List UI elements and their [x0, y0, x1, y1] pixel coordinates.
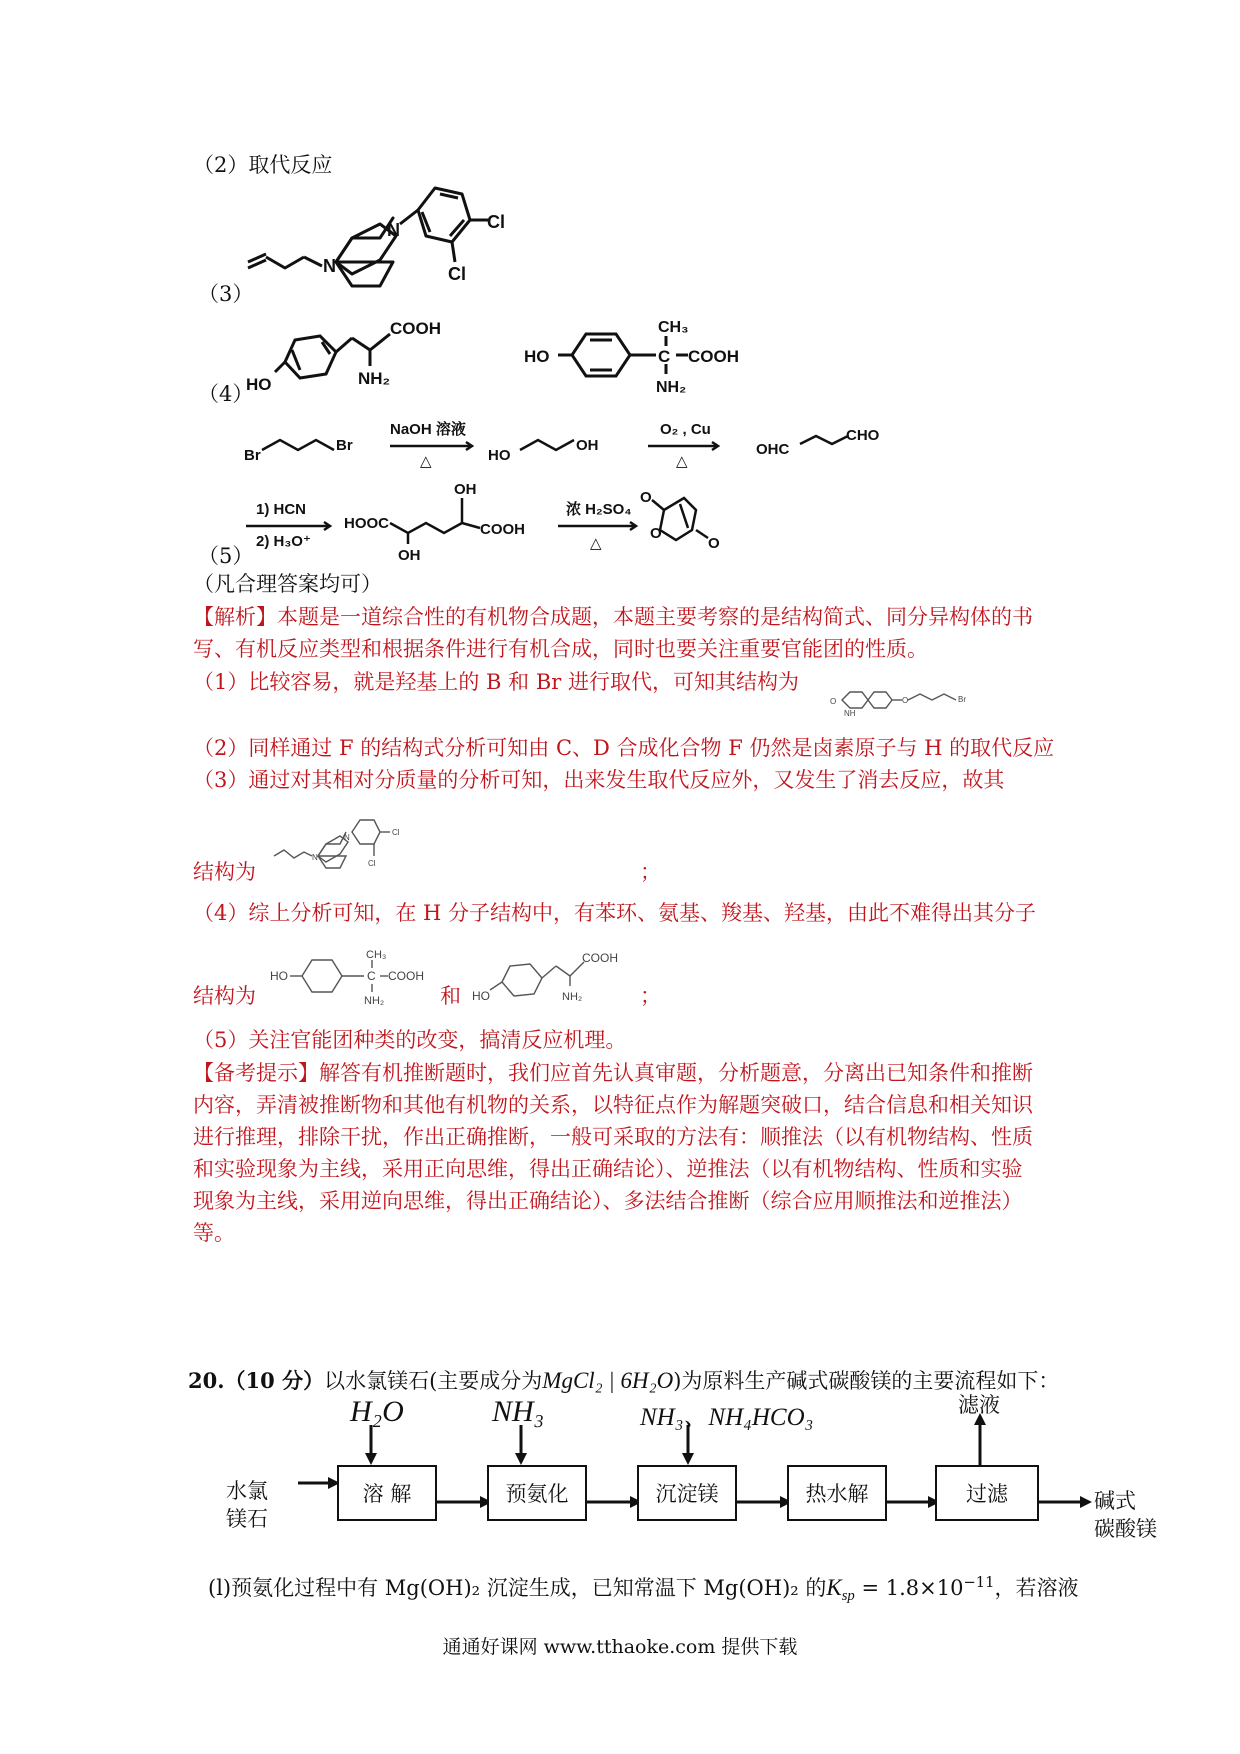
cooh-group: COOH: [480, 521, 525, 538]
ho-group: HO: [270, 969, 288, 983]
n-atom: N: [344, 833, 350, 842]
delta-sign: △: [420, 453, 432, 470]
analysis-line-8: 结构为: [193, 984, 256, 1008]
tip-line-6: 等。: [193, 1221, 235, 1245]
answer-3-label: （3）: [198, 282, 254, 306]
answer-5-label: （5）: [198, 544, 254, 568]
question-number: 20.: [188, 1368, 225, 1393]
ho-group: HO: [488, 447, 511, 464]
analysis-line-2: 写、有机反应类型和根据条件进行有机合成，同时也要关注重要官能团的性质。: [193, 637, 928, 661]
flow-step-dissolve: 溶 解: [337, 1465, 437, 1521]
br-atom: Br: [336, 437, 353, 454]
reagent-hcn: 1) HCN: [256, 501, 307, 518]
tip-line-5: 现象为主线，采用逆向思维，得出正确结论）、多法结合推断（综合应用顺推法和逆推法）: [193, 1189, 1023, 1213]
analysis-line-3: （1）比较容易，就是羟基上的 B 和 Br 进行取代，可知其结构为: [193, 670, 799, 694]
page-footer: 通通好课网 www.tthaoke.com 提供下载: [442, 1636, 798, 1658]
nh2-group: NH₂: [562, 991, 583, 1003]
tip-line-1: 【备考提示】解答有机推断题时，我们应首先认真审题，分析题意，分离出已知条件和推断: [193, 1061, 1033, 1085]
ho-group: HO: [472, 989, 490, 1003]
question-formula: MgCl₂ | 6H₂O: [542, 1368, 674, 1393]
nh2-group: NH₂: [656, 379, 687, 396]
ohc-group: OHC: [756, 441, 790, 458]
analysis-line-6-end: ；: [640, 860, 661, 884]
structure-3: [230, 180, 520, 300]
cl-atom: Cl: [368, 859, 376, 868]
nh2-group: NH₂: [364, 995, 385, 1007]
analysis-line-6: 结构为: [193, 860, 256, 884]
cho-group: CHO: [846, 427, 880, 444]
analysis-line-8-end: ；: [640, 984, 661, 1008]
o-atom: O: [708, 535, 720, 552]
question-20-stem: [188, 1366, 1059, 1396]
reagent-h3o: 2) H₃O⁺: [256, 533, 311, 550]
flow-input: 水氯 镁石: [226, 1479, 268, 1531]
n-atom: N: [312, 853, 318, 862]
flow-step-precipitate: 沉淀镁: [637, 1465, 737, 1521]
flow-step-preammoniation: 预氨化: [487, 1465, 587, 1521]
reagent-o2cu: O₂ , Cu: [660, 421, 711, 438]
n-atom: N: [323, 256, 336, 276]
nh2-group: NH₂: [358, 369, 391, 388]
br-atom: Br: [958, 695, 966, 704]
analysis-line-5: （3）通过对其相对分质量的分析可知，出来发生取代反应外，又发生了消去反应，故其: [193, 768, 1005, 792]
o-atom: O: [830, 697, 837, 706]
structure-3-small: [268, 800, 418, 880]
synthesis-row-2: [240, 478, 780, 568]
o-atom: O: [640, 489, 652, 506]
flow-diagram: [220, 1395, 1160, 1545]
oh-group: OH: [576, 437, 599, 454]
cl-atom: Cl: [487, 212, 505, 232]
cl-atom: Cl: [392, 828, 400, 837]
flow-filtrate: 滤液: [958, 1393, 1000, 1417]
cl-atom: Cl: [448, 264, 466, 284]
cooh-group: COOH: [582, 951, 618, 965]
tip-line-2: 内容，弄清被推断物和其他有机物的关系，以特征点作为解题突破口，结合信息和相关知识: [193, 1093, 1033, 1117]
tip-line-4: 和实验现象为主线，采用正向思维，得出正确结论）、逆推法（以有机物结构、性质和实验: [193, 1157, 1023, 1181]
delta-sign: △: [590, 535, 602, 552]
flow-output: 碱式 碳酸镁: [1094, 1489, 1157, 1541]
analysis-line-4: （2）同样通过 F 的结构式分析可知由 C、D 合成化合物 F 仍然是卤素原子与 H 的取代反应: [193, 736, 1055, 760]
structure-4a-small: [468, 940, 638, 1010]
reagent-naoh: NaOH 溶液: [390, 421, 466, 438]
reagent-water: H₂O: [350, 1395, 404, 1428]
o-atom: O: [650, 525, 662, 542]
structure-4a: [240, 310, 470, 400]
answer-4-label: （4）: [198, 382, 254, 406]
question-text-b: )为原料生产碱式碳酸镁的主要流程如下：: [673, 1369, 1060, 1393]
flow-step-filter: 过滤: [935, 1465, 1039, 1521]
oh-group: OH: [454, 481, 477, 498]
ch3-group: CH₃: [658, 319, 689, 336]
br-atom: Br: [244, 447, 261, 464]
question-20-sub1: (l)预氨化过程中有 Mg(OH)₂ 沉淀生成，已知常温下 Mg(OH)₂ 的$K_{sp} = 1.8\times 10^{-11}$，若溶液: [208, 1574, 1079, 1605]
analysis-line-1: 【解析】本题是一道综合性的有机物合成题，本题主要考察的是结构简式、同分异构体的书: [193, 605, 1033, 629]
answer-2: （2）取代反应: [193, 153, 333, 177]
delta-sign: △: [676, 453, 688, 470]
analysis-line-9: （5）关注官能团种类的改变，搞清反应机理。: [193, 1028, 627, 1052]
cooh-group: COOH: [390, 319, 441, 338]
nh-group: NH: [844, 709, 856, 718]
oh-group: OH: [398, 547, 421, 564]
reagent-ammonia-bicarbonate: NH₃、NH₄HCO₃: [640, 1404, 814, 1431]
cooh-group: COOH: [388, 969, 424, 983]
c-atom: C: [367, 969, 376, 983]
hooc-group: HOOC: [344, 515, 389, 532]
synthesis-row-1: [240, 410, 880, 470]
reagent-h2so4: 浓 H₂SO₄: [566, 501, 632, 518]
n-atom: N: [387, 220, 400, 240]
ho-group: HO: [246, 375, 272, 394]
question-text-a: 以水氯镁石(主要成分为: [324, 1369, 543, 1393]
structure-4b: [520, 310, 750, 400]
o-atom: O: [902, 696, 909, 705]
cooh-group: COOH: [688, 347, 739, 366]
analysis-line-8-and: 和: [440, 984, 461, 1008]
question-points: （10 分）: [224, 1368, 325, 1393]
answer-note: （凡合理答案均可）: [193, 572, 382, 596]
tip-line-3: 进行推理，排除干扰，作出正确推断，一般可采取的方法有：顺推法（以有机物结构、性质: [193, 1125, 1033, 1149]
ch3-group: CH₃: [366, 949, 387, 961]
structure-4b-small: [268, 942, 438, 1012]
ho-group: HO: [524, 347, 550, 366]
structure-1-small: [828, 678, 998, 718]
flow-step-hydrolysis: 热水解: [787, 1465, 887, 1521]
c-atom: C: [658, 347, 671, 366]
reagent-ammonia: NH₃: [492, 1395, 545, 1428]
analysis-line-7: （4）综上分析可知，在 H 分子结构中，有苯环、氨基、羧基、羟基，由此不难得出其分子: [193, 901, 1037, 925]
